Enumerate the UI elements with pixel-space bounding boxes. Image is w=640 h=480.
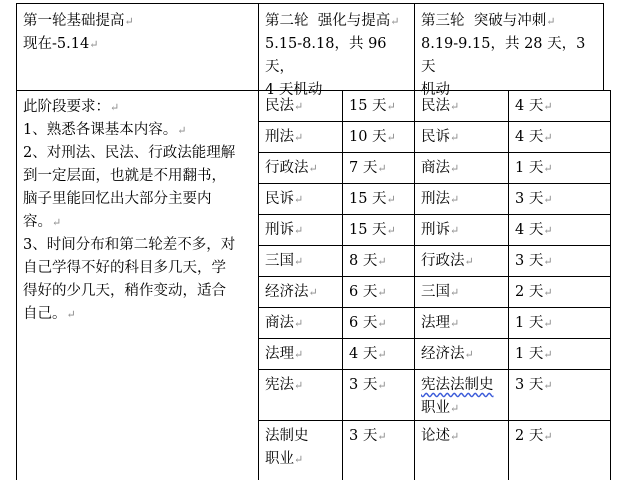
- paragraph-mark-icon: ↵: [377, 317, 387, 330]
- round3-subject-text: 法理: [421, 315, 450, 331]
- round1-header-line: [23, 10, 252, 33]
- round1-header: [17, 4, 258, 91]
- round2-header-text: 4 天机动: [265, 82, 323, 98]
- row-border: [258, 276, 611, 277]
- round3-subject-text: 民诉: [421, 129, 450, 145]
- round2-subject-line: [265, 157, 336, 180]
- requirements-text-text: 3、时间分布和第二轮差不多，对: [23, 237, 236, 253]
- round3-days: [509, 126, 610, 152]
- round3-subject-text: 三国: [421, 284, 450, 300]
- round3-subject-line: [421, 281, 502, 304]
- round3-subject-line: [421, 95, 502, 118]
- round3-days-line: [515, 374, 604, 397]
- round3-days: [509, 374, 610, 420]
- round3-days-text: 4 天: [515, 129, 544, 145]
- paragraph-mark-icon: ↵: [543, 162, 553, 175]
- round2-subject-text: 民法: [265, 98, 294, 114]
- paragraph-mark-icon: ↵: [377, 348, 387, 361]
- round3-days-line: [515, 425, 604, 448]
- round2-subject: [259, 157, 342, 183]
- round3-subject: [415, 95, 508, 121]
- round3-days-line: [515, 219, 604, 242]
- requirements-text-text: 1、熟悉各课基本内容。: [23, 122, 178, 138]
- requirements-text-line: [23, 280, 252, 303]
- round2-subject-line: [265, 448, 336, 471]
- round2-subject-text: 刑法: [265, 129, 294, 145]
- round1-header-text: 第一轮基础提高: [23, 13, 125, 29]
- round2-subject-text: 职业: [265, 451, 294, 467]
- round2-days-line: [349, 281, 408, 304]
- paragraph-mark-icon: ↵: [294, 193, 304, 206]
- row-border: [258, 420, 611, 421]
- round2-days: [343, 281, 414, 307]
- round3-subject: [415, 281, 508, 307]
- row-border: [258, 338, 611, 339]
- round3-subject-line: [421, 250, 502, 273]
- round2-subject-text: 法制史: [265, 428, 309, 444]
- round2-days-line: [349, 250, 408, 273]
- paragraph-mark-icon: ↵: [386, 193, 396, 206]
- round3-subject-line: [421, 188, 502, 211]
- round3-subject-text: 刑诉: [421, 222, 450, 238]
- round2-subject-line: [265, 425, 336, 448]
- round2-days-text: 3 天: [349, 428, 378, 444]
- paragraph-mark-icon: ↵: [294, 453, 304, 466]
- paragraph-mark-icon: ↵: [543, 100, 553, 113]
- round2-days-text: 10 天: [349, 129, 387, 145]
- requirements-text-text: 容。: [23, 214, 52, 230]
- round2-days-text: 6 天: [349, 284, 378, 300]
- round2-header: [259, 4, 414, 98]
- requirements-text-text: 到一定层面，也就是不用翻书，: [23, 168, 226, 184]
- paragraph-mark-icon: ↵: [450, 402, 460, 415]
- round1-header-text: 现在-5.14: [23, 36, 90, 52]
- round2-days: [343, 219, 414, 245]
- round2-days-line: [349, 157, 408, 180]
- round3-days-line: [515, 126, 604, 149]
- row-border: [258, 369, 611, 370]
- paragraph-mark-icon: ↵: [386, 224, 396, 237]
- requirements-text-text: 此阶段要求：: [23, 99, 110, 115]
- round2-days-line: [349, 425, 408, 448]
- round3-days-text: 1 天: [515, 346, 544, 362]
- paragraph-mark-icon: ↵: [543, 131, 553, 144]
- round3-subject-text: 论述: [421, 428, 450, 444]
- paragraph-mark-icon: ↵: [390, 15, 400, 28]
- paragraph-mark-icon: ↵: [450, 286, 460, 299]
- round2-subject-line: [265, 343, 336, 366]
- round2-subject-text: 行政法: [265, 160, 309, 176]
- requirements-text: [17, 96, 258, 480]
- round3-subject-text: 宪法法制史: [421, 377, 494, 393]
- paragraph-mark-icon: ↵: [386, 131, 396, 144]
- round2-days-text: 15 天: [349, 98, 387, 114]
- requirements-text-line: [23, 234, 252, 257]
- round2-subject: [259, 374, 342, 420]
- round2-subject-line: [265, 95, 336, 118]
- paragraph-mark-icon: ↵: [450, 224, 460, 237]
- round3-subject: [415, 374, 508, 420]
- requirements-text-line: [23, 142, 252, 165]
- paragraph-mark-icon: ↵: [543, 317, 553, 330]
- requirements-text-text: 自己学得不好的科目多几天，学: [23, 260, 226, 276]
- round3-header-text: 机动: [421, 82, 450, 98]
- paragraph-mark-icon: ↵: [89, 38, 99, 51]
- round2-days-line: [349, 188, 408, 211]
- round2-subject: [259, 126, 342, 152]
- paragraph-mark-icon: ↵: [450, 317, 460, 330]
- row-border: [258, 152, 611, 153]
- paragraph-mark-icon: ↵: [450, 131, 460, 144]
- requirements-text-text: 得好的少几天，稍作变动，适合: [23, 283, 226, 299]
- round3-subject-text: 经济法: [421, 346, 465, 362]
- round3-subject: [415, 157, 508, 183]
- row-border: [258, 214, 611, 215]
- round3-subject: [415, 343, 508, 369]
- round2-subject: [259, 188, 342, 214]
- round3-days-line: [515, 281, 604, 304]
- round3-header-line: [421, 10, 597, 33]
- requirements-text-line: [23, 188, 252, 211]
- round2-header-text: 5.15-8.18，共 96 天，: [265, 36, 392, 75]
- round2-days-line: [349, 219, 408, 242]
- requirements-text-line: [23, 96, 252, 119]
- paragraph-mark-icon: ↵: [308, 162, 318, 175]
- round3-days: [509, 281, 610, 307]
- round3-days-line: [515, 250, 604, 273]
- paragraph-mark-icon: ↵: [377, 430, 387, 443]
- round3-header-text: 8.19-9.15，共 28 天，3 天: [421, 36, 590, 75]
- round3-subject: [415, 188, 508, 214]
- round2-subject: [259, 95, 342, 121]
- requirements-text-text: 脑子里能回忆出大部分主要内: [23, 191, 212, 207]
- round2-subject: [259, 425, 342, 480]
- round3-subject-text: 行政法: [421, 253, 465, 269]
- paragraph-mark-icon: ↵: [377, 162, 387, 175]
- round2-subject-line: [265, 281, 336, 304]
- round2-days: [343, 312, 414, 338]
- round2-days: [343, 425, 414, 480]
- round2-subject-line: [265, 312, 336, 335]
- round3-days-text: 3 天: [515, 191, 544, 207]
- round2-subject-line: [265, 374, 336, 397]
- paragraph-mark-icon: ↵: [294, 255, 304, 268]
- round2-subject: [259, 250, 342, 276]
- paragraph-mark-icon: ↵: [450, 100, 460, 113]
- round3-days-text: 1 天: [515, 160, 544, 176]
- round2-subject-text: 民诉: [265, 191, 294, 207]
- round3-header-text: 第三轮 突破与冲刺: [421, 13, 547, 29]
- paragraph-mark-icon: ↵: [543, 224, 553, 237]
- round2-subject: [259, 281, 342, 307]
- round2-subject-line: [265, 188, 336, 211]
- round3-subject-line: [421, 312, 502, 335]
- round2-days-text: 6 天: [349, 315, 378, 331]
- round3-subject: [415, 219, 508, 245]
- paragraph-mark-icon: ↵: [377, 286, 387, 299]
- round3-days-text: 2 天: [515, 428, 544, 444]
- round3-days-text: 1 天: [515, 315, 544, 331]
- paragraph-mark-icon: ↵: [450, 162, 460, 175]
- paragraph-mark-icon: ↵: [546, 15, 556, 28]
- requirements-text-line: [23, 119, 252, 142]
- row-border: [258, 307, 611, 308]
- requirements-text-line: [23, 303, 252, 326]
- paragraph-mark-icon: ↵: [543, 430, 553, 443]
- round3-subject-line: [421, 343, 502, 366]
- round2-days: [343, 126, 414, 152]
- header-right-border: [603, 3, 604, 90]
- round2-header-line: [265, 10, 408, 33]
- round2-days-line: [349, 343, 408, 366]
- round2-subject: [259, 343, 342, 369]
- round3-days: [509, 219, 610, 245]
- round3-subject-text: 商法: [421, 160, 450, 176]
- paragraph-mark-icon: ↵: [543, 348, 553, 361]
- round2-days: [343, 374, 414, 420]
- paragraph-mark-icon: ↵: [294, 379, 304, 392]
- paragraph-mark-icon: ↵: [450, 430, 460, 443]
- round3-days: [509, 95, 610, 121]
- requirements-text-line: [23, 211, 252, 234]
- round3-days: [509, 312, 610, 338]
- paragraph-mark-icon: ↵: [124, 15, 134, 28]
- round2-days-line: [349, 95, 408, 118]
- paragraph-mark-icon: ↵: [66, 308, 76, 321]
- paragraph-mark-icon: ↵: [543, 255, 553, 268]
- round2-days-text: 7 天: [349, 160, 378, 176]
- round3-days: [509, 250, 610, 276]
- requirements-text-line: [23, 257, 252, 280]
- round3-days: [509, 425, 610, 480]
- paragraph-mark-icon: ↵: [294, 100, 304, 113]
- round3-days-line: [515, 343, 604, 366]
- round3-days-text: 3 天: [515, 377, 544, 393]
- paragraph-mark-icon: ↵: [543, 193, 553, 206]
- round2-subject-text: 刑诉: [265, 222, 294, 238]
- round3-subject-text: 职业: [421, 400, 450, 416]
- round2-subject-text: 商法: [265, 315, 294, 331]
- round2-subject: [259, 219, 342, 245]
- round3-subject: [415, 425, 508, 480]
- round2-header-line: [265, 33, 408, 79]
- round2-days-text: 15 天: [349, 222, 387, 238]
- round2-subject-line: [265, 219, 336, 242]
- round3-header-line: [421, 33, 597, 79]
- round2-days-line: [349, 312, 408, 335]
- requirements-text-line: [23, 165, 252, 188]
- round3-subject-line: [421, 126, 502, 149]
- round3-subject-line: [421, 425, 502, 448]
- round3-days: [509, 157, 610, 183]
- round2-subject: [259, 312, 342, 338]
- round2-days: [343, 157, 414, 183]
- round2-subject-line: [265, 126, 336, 149]
- round2-subject-line: [265, 250, 336, 273]
- row-border: [258, 121, 611, 122]
- paragraph-mark-icon: ↵: [450, 193, 460, 206]
- round2-subject-text: 三国: [265, 253, 294, 269]
- paragraph-mark-icon: ↵: [52, 216, 62, 229]
- round2-days: [343, 188, 414, 214]
- round2-subject-text: 法理: [265, 346, 294, 362]
- round2-subject-text: 经济法: [265, 284, 309, 300]
- round2-days-text: 15 天: [349, 191, 387, 207]
- round2-days-text: 4 天: [349, 346, 378, 362]
- requirements-text-text: 自己。: [23, 306, 67, 322]
- round3-subject: [415, 312, 508, 338]
- round2-days: [343, 95, 414, 121]
- round3-subject-line: [421, 374, 502, 397]
- paragraph-mark-icon: ↵: [386, 100, 396, 113]
- round3-days-text: 3 天: [515, 253, 544, 269]
- row-border: [258, 183, 611, 184]
- round3-days-line: [515, 157, 604, 180]
- paragraph-mark-icon: ↵: [377, 255, 387, 268]
- round2-days-text: 3 天: [349, 377, 378, 393]
- round3-subject-text: 民法: [421, 98, 450, 114]
- round2-days: [343, 343, 414, 369]
- round2-days-line: [349, 126, 408, 149]
- round3-days-line: [515, 95, 604, 118]
- paragraph-mark-icon: ↵: [543, 379, 553, 392]
- round2-subject-text: 宪法: [265, 377, 294, 393]
- paragraph-mark-icon: ↵: [464, 348, 474, 361]
- paragraph-mark-icon: ↵: [177, 124, 187, 137]
- round3-days: [509, 188, 610, 214]
- round3-subject: [415, 250, 508, 276]
- round1-header-line: [23, 33, 252, 56]
- round3-subject-line: [421, 397, 502, 420]
- paragraph-mark-icon: ↵: [294, 131, 304, 144]
- round2-days: [343, 250, 414, 276]
- round3-days: [509, 343, 610, 369]
- round3-days-text: 4 天: [515, 98, 544, 114]
- round3-days-line: [515, 312, 604, 335]
- round2-header-text: 第二轮 强化与提高: [265, 13, 391, 29]
- round3-days-text: 2 天: [515, 284, 544, 300]
- round3-subject-text: 刑法: [421, 191, 450, 207]
- paragraph-mark-icon: ↵: [308, 286, 318, 299]
- round3-header: [415, 4, 603, 98]
- round3-subject: [415, 126, 508, 152]
- round2-days-line: [349, 374, 408, 397]
- paragraph-mark-icon: ↵: [294, 224, 304, 237]
- paragraph-mark-icon: ↵: [294, 317, 304, 330]
- paragraph-mark-icon: ↵: [464, 255, 474, 268]
- row-border: [258, 245, 611, 246]
- round3-subject-line: [421, 219, 502, 242]
- round3-days-line: [515, 188, 604, 211]
- paragraph-mark-icon: ↵: [294, 348, 304, 361]
- round3-days-text: 4 天: [515, 222, 544, 238]
- requirements-text-text: 2、对刑法、民法、行政法能理解: [23, 145, 236, 161]
- paragraph-mark-icon: ↵: [543, 286, 553, 299]
- right-border: [610, 90, 611, 480]
- round3-subject-line: [421, 157, 502, 180]
- paragraph-mark-icon: ↵: [377, 379, 387, 392]
- paragraph-mark-icon: ↵: [110, 101, 120, 114]
- round2-days-text: 8 天: [349, 253, 378, 269]
